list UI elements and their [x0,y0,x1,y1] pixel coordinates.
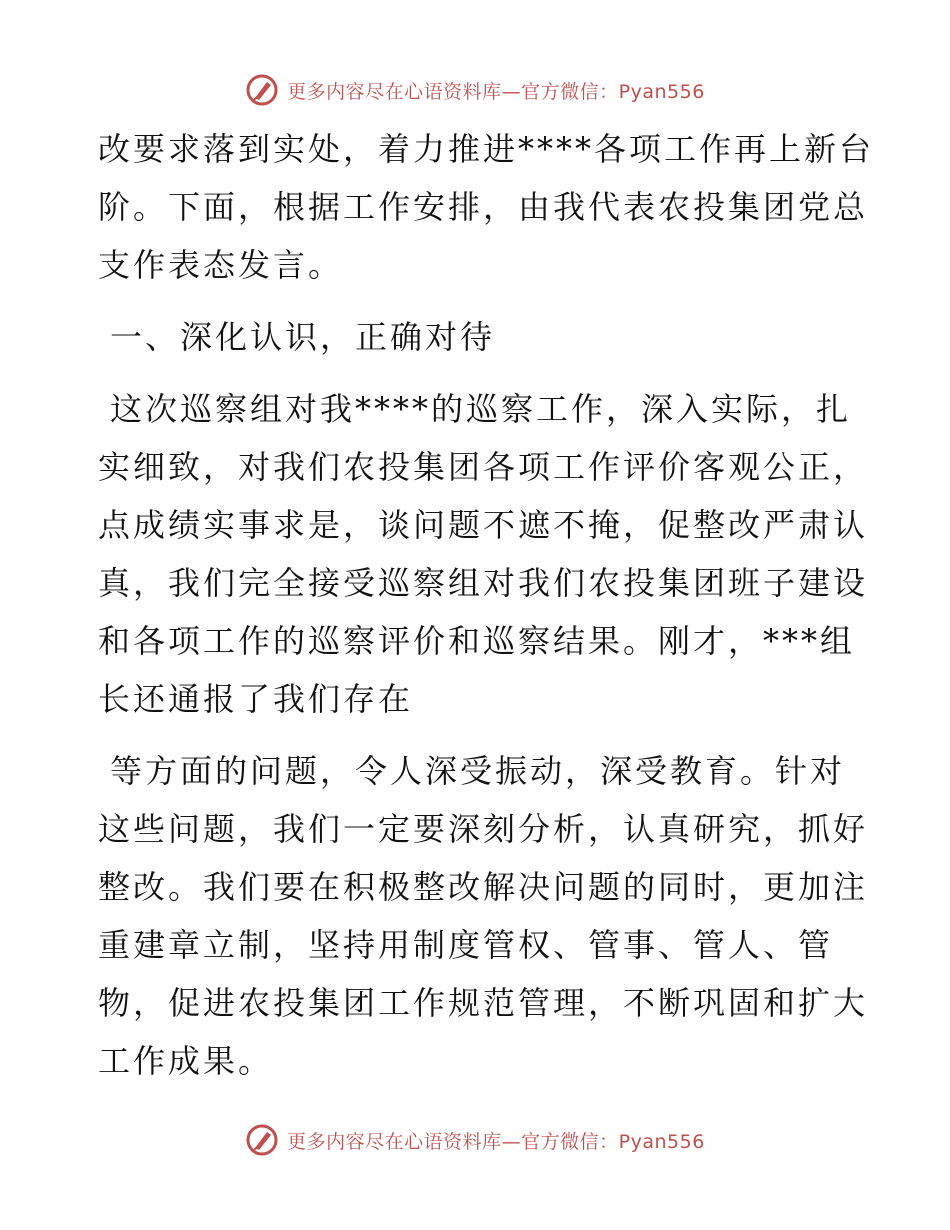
text-line: 物，促进农投集团工作规范管理，不断巩固和扩大 [98,984,869,1022]
footer-watermark [0,1118,950,1162]
text-line: 实细致，对我们农投集团各项工作评价客观公正， [98,448,869,486]
text-line: 重建章立制，坚持用制度管权、管事、管人、管 [98,926,834,964]
text-line: 长还通报了我们存在 [98,680,414,718]
heading-text: 一、深化认识，正确对待 [110,318,496,356]
section-heading [98,308,858,366]
watermark-text: 更多内容尽在心语资料库—官方微信：Pyan556 [287,1130,705,1153]
watermark-text: 更多内容尽在心语资料库—官方微信：Pyan556 [287,80,705,103]
text-line: 这次巡察组对我****的巡察工作，深入实际，扎 [110,390,852,428]
text-line: 支作表态发言。 [98,246,344,284]
text-line: 改要求落到实处，着力推进****各项工作再上新台 [98,130,875,168]
text-line: 等方面的问题，令人深受振动，深受教育。针对 [110,752,846,790]
text-line: 工作成果。 [98,1042,274,1080]
document-body [98,120,875,1090]
text-line: 这些问题，我们一定要深刻分析，认真研究，抓好 [98,810,869,848]
text-line: 真，我们完全接受巡察组对我们农投集团班子建设 [98,564,869,602]
paragraph [98,120,875,294]
quill-logo-icon [245,1123,279,1157]
header-watermark [0,68,950,112]
text-line: 和各项工作的巡察评价和巡察结果。刚才，***组 [98,622,856,660]
paragraph [98,742,869,1090]
text-line: 点成绩实事求是，谈问题不遮不掩，促整改严肃认 [98,506,869,544]
quill-logo-icon [245,73,279,107]
text-line: 阶。下面，根据工作安排，由我代表农投集团党总 [98,188,869,226]
paragraph [98,380,869,728]
text-line: 整改。我们要在积极整改解决问题的同时，更加注 [98,868,869,906]
